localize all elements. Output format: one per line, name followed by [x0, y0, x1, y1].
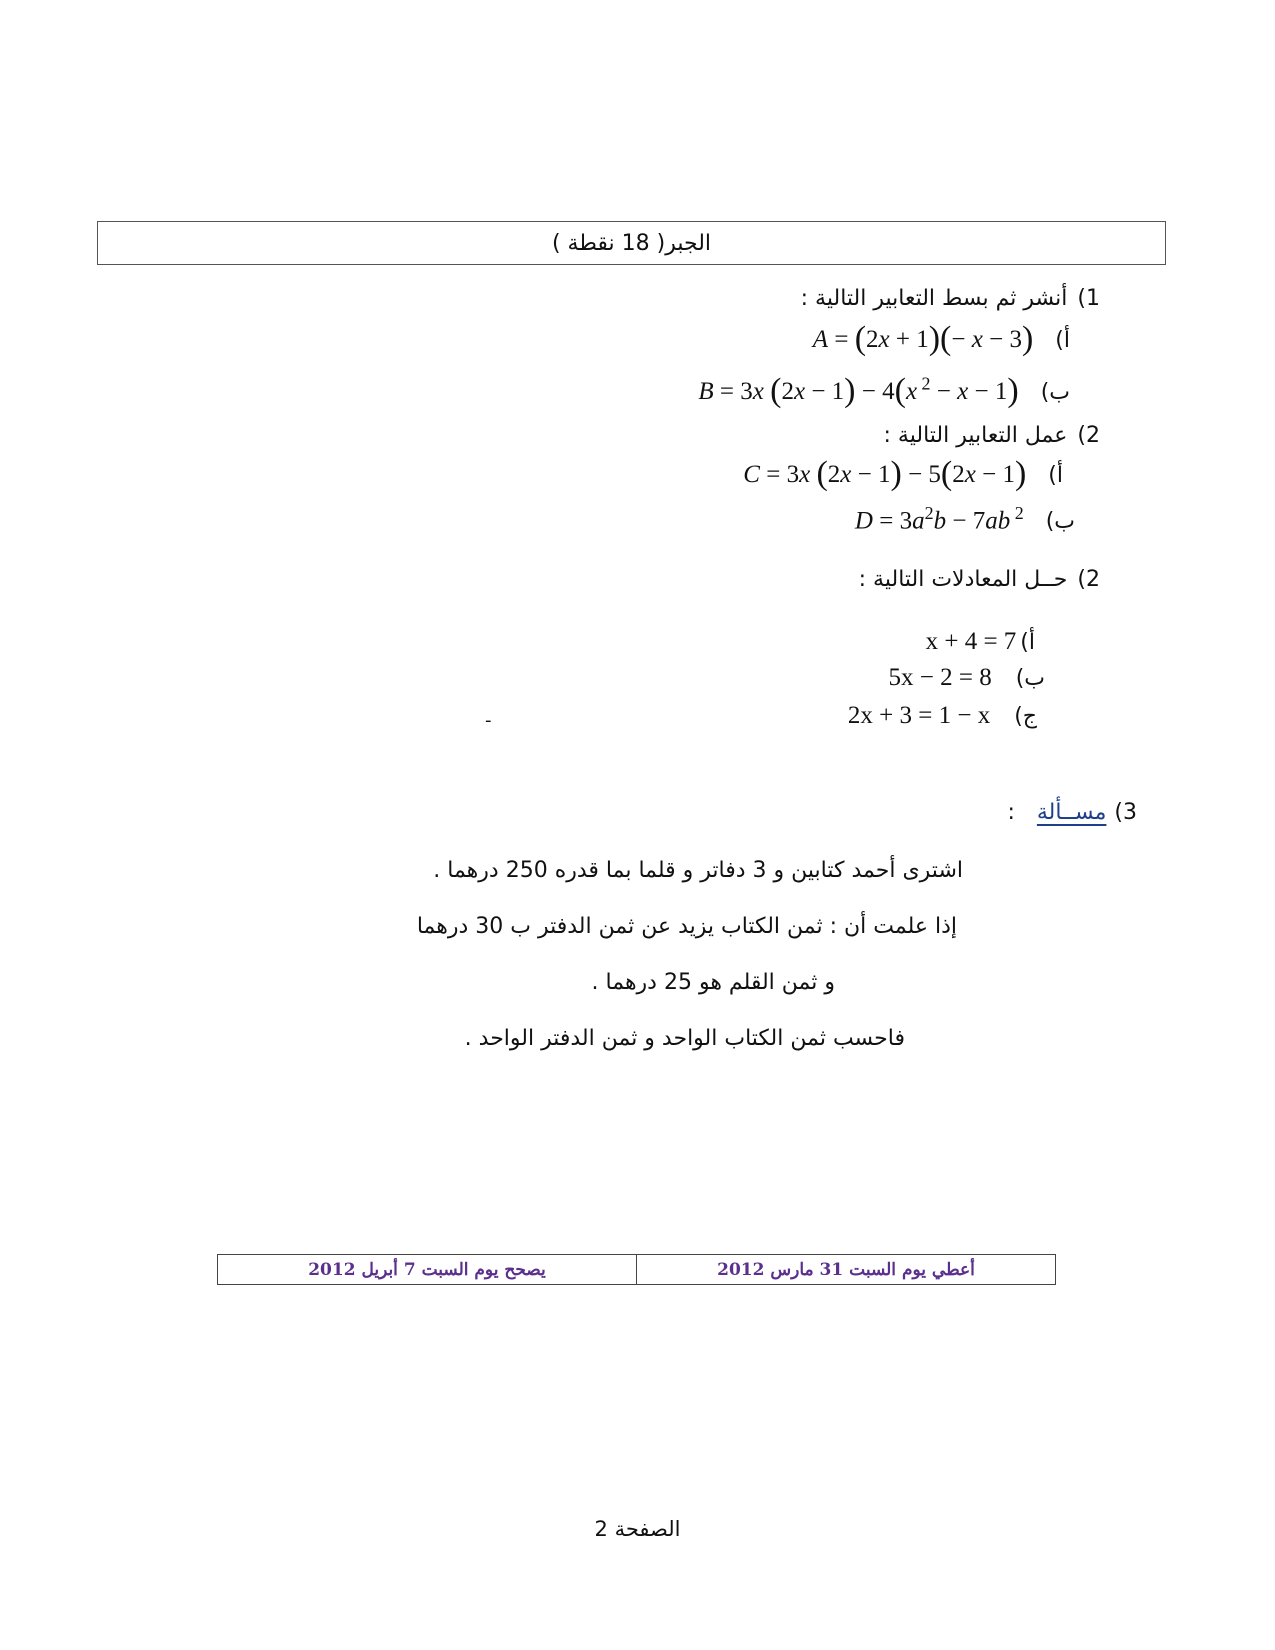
eq-c-label: ج) [1014, 704, 1037, 729]
q3-heading-text: حــل المعادلات التالية : [858, 567, 1068, 592]
section-title: الجبر( 18 نقطة ) [551, 230, 712, 256]
q2-number: 2) [1077, 423, 1100, 448]
q2-b-label: ب) [1045, 509, 1075, 535]
q2-heading [884, 423, 1100, 448]
problem-heading [1007, 800, 1137, 825]
problem-line-4: فاحسب ثمن الكتاب الواحد و ثمن الدفتر الواحد . [464, 1026, 905, 1051]
problem-line-1: اشترى أحمد كتابين و 3 دفاتر و قلما بما قدره 250 درهما . [433, 858, 963, 883]
q3-number: 2) [1077, 567, 1100, 592]
equation-b: 5x − 2 = 8 [888, 664, 992, 691]
q1-number: 1) [1077, 286, 1100, 311]
expression-C: C = 3x (2x − 1) − 5(2x − 1) [743, 455, 1027, 492]
date-table [217, 1254, 1056, 1285]
problem-number: 3) [1114, 800, 1137, 825]
eq-a-label: أ) [1020, 630, 1035, 655]
q1-b-label: ب) [1040, 380, 1070, 405]
eq-b-label: ب) [1015, 666, 1045, 691]
problem-line-2: إذا علمت أن : ثمن الكتاب يزيد عن ثمن الدفتر ب 30 درهما [416, 914, 957, 939]
expression-B: B = 3x (2x − 1) − 4(x $^2$ − x − 1) [698, 372, 1019, 409]
q1-heading [801, 286, 1100, 311]
q1-a-label: أ) [1055, 328, 1070, 353]
expression-A: A = (2x + 1)(− x − 3) [812, 320, 1034, 357]
q1-item-b [698, 370, 1070, 408]
section-title-box [97, 221, 1166, 265]
problem-title: مســألة [1036, 800, 1107, 825]
q2-item-b [855, 503, 1075, 535]
q2-a-label: أ) [1048, 463, 1063, 488]
q2-heading-text: عمل التعابير التالية : [883, 423, 1068, 448]
q2-item-a [743, 453, 1063, 491]
q3-heading [859, 567, 1100, 592]
stray-mark: - [485, 710, 492, 731]
expression-D: $D = 3a^2b - 7ab$ $^2$ [854, 503, 1024, 535]
q1-heading-text: أنشر ثم بسط التعابير التالية : [800, 286, 1068, 311]
equation-a-row [926, 628, 1035, 656]
equation-c: 2x + 3 = 1 − x [847, 702, 991, 729]
problem-colon: : [1007, 800, 1015, 825]
q1-item-a [813, 318, 1070, 356]
equation-c-row [848, 702, 1037, 730]
equation-a: x + 4 = 7 [925, 628, 1017, 655]
equation-b-row [889, 664, 1046, 692]
problem-line-3: و ثمن القلم هو 25 درهما . [591, 970, 835, 995]
page-number: الصفحة 2 [594, 1517, 681, 1541]
given-date-cell: أعطي يوم السبت 31 مارس 2012 [636, 1255, 1055, 1284]
corrected-date-cell: يصحح يوم السبت 7 أبريل 2012 [308, 1259, 546, 1280]
